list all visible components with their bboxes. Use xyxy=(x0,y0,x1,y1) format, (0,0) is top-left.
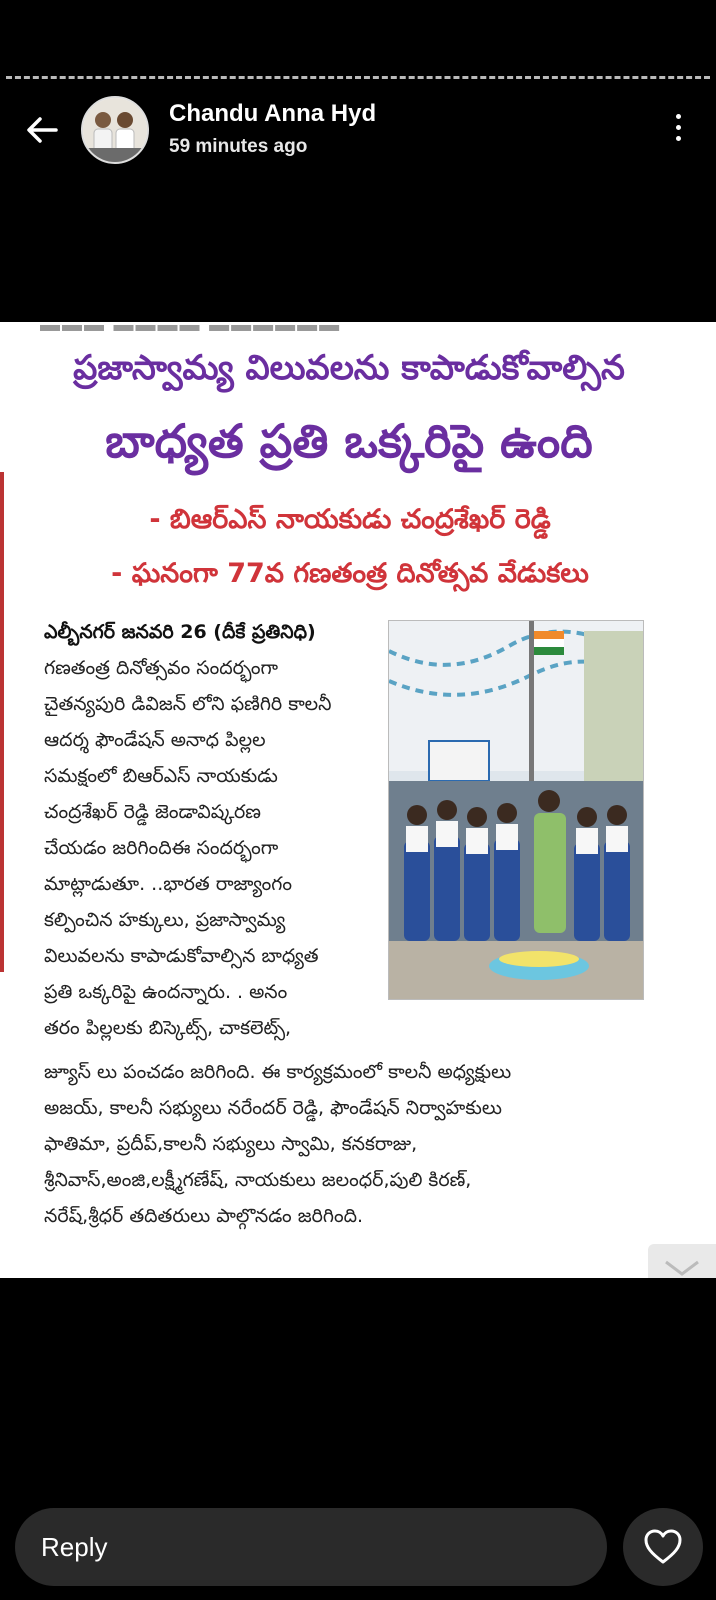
body-line: తరం పిల్లలకు బిస్కెట్స్, చాకలెట్స్, xyxy=(44,1017,292,1039)
headline-line-2: బాధ్యత ప్రతి ఒక్కరిపై ఉంది xyxy=(105,414,593,468)
more-vertical-icon xyxy=(668,114,688,141)
body-line: ఫాతిమా, ప్రదీప్,కాలనీ సభ్యులు స్వామి, కనకరాజు, xyxy=(44,1133,418,1155)
article-column xyxy=(44,614,384,1046)
page-edge xyxy=(0,472,4,972)
news-photo xyxy=(388,620,644,1000)
clipped-text-row: ▬▬▬ ▬▬▬▬ ▬▬▬▬▬▬ xyxy=(40,322,342,336)
body-line: జ్యూస్ లు పంచడం జరిగింది. ఈ కార్యక్రమంలో కాలనీ అధ్యక్షులు xyxy=(44,1061,512,1083)
subheading-1: - బిఆర్ఎస్ నాయకుడు చంద్రశేఖర్ రెడ్డి xyxy=(149,504,551,535)
back-button[interactable] xyxy=(22,110,62,150)
reply-placeholder: Reply xyxy=(41,1532,108,1562)
story-image xyxy=(0,322,716,1278)
body-line: చైతన్యపురి డివిజన్ లోని ఫణిగిరి కాలనీ xyxy=(44,693,332,715)
like-button[interactable] xyxy=(623,1508,703,1586)
body-line: సమక్షంలో బిఆర్ఎస్ నాయకుడు xyxy=(44,765,278,787)
body-line: గణతంత్ర దినోత్సవం సందర్భంగా xyxy=(44,657,279,679)
body-line: చంద్రశేఖర్ రెడ్డి జెండావిష్కరణ xyxy=(44,801,261,823)
chevron-down-icon xyxy=(648,1244,716,1278)
reply-input[interactable] xyxy=(15,1508,607,1586)
body-line: చేయడం జరిగిందిఈ సందర్భంగా xyxy=(44,837,279,859)
story-progress-bar xyxy=(6,76,710,82)
profile-photo xyxy=(83,98,147,162)
body-line: విలువలను కాపాడుకోవాల్సిన బాధ్యత xyxy=(44,945,319,967)
body-line: కల్పించిన హక్కులు, ప్రజాస్వామ్య xyxy=(44,909,286,931)
dateline: ఎల్బీనగర్ జనవరి 26 (దీకే ప్రతినిధి) xyxy=(44,621,316,643)
body-line: శ్రీనివాస్,అంజి,లక్ష్మీగణేష్, నాయకులు జలంధర్,పులి కిరణ్, xyxy=(44,1169,472,1191)
subheading-2: - ఘనంగా 77వ గణతంత్ర దినోత్సవ వేడుకలు xyxy=(111,558,589,589)
body-line: ఆదర్శ ఫౌండేషన్ అనాధ పిల్లల xyxy=(44,729,266,751)
avatar[interactable] xyxy=(81,96,149,164)
more-options-button[interactable] xyxy=(668,114,688,150)
arrow-left-icon xyxy=(22,110,62,150)
story-header xyxy=(0,92,716,172)
post-time: 59 minutes ago xyxy=(169,136,308,157)
article-continuation xyxy=(44,1054,644,1234)
heart-icon xyxy=(643,1528,683,1566)
user-name[interactable]: Chandu Anna Hyd xyxy=(169,100,377,127)
body-line: నరేష్,శ్రీధర్ తదితరులు పాల్గొనడం జరిగింది. xyxy=(44,1205,364,1227)
body-line: ప్రతి ఒక్కరిపై ఉందన్నారు. . అనం xyxy=(44,981,288,1003)
headline-line-1: ప్రజాస్వామ్య విలువలను కాపాడుకోవాల్సిన xyxy=(73,348,625,388)
scroll-down-button[interactable] xyxy=(648,1244,716,1278)
body-line: అజయ్, కాలనీ సభ్యులు నరేందర్ రెడ్డి, ఫౌండేషన్ నిర్వాహకులు xyxy=(44,1097,502,1119)
body-line: మాట్లాడుతూ. ..భారత రాజ్యాంగం xyxy=(44,873,292,895)
